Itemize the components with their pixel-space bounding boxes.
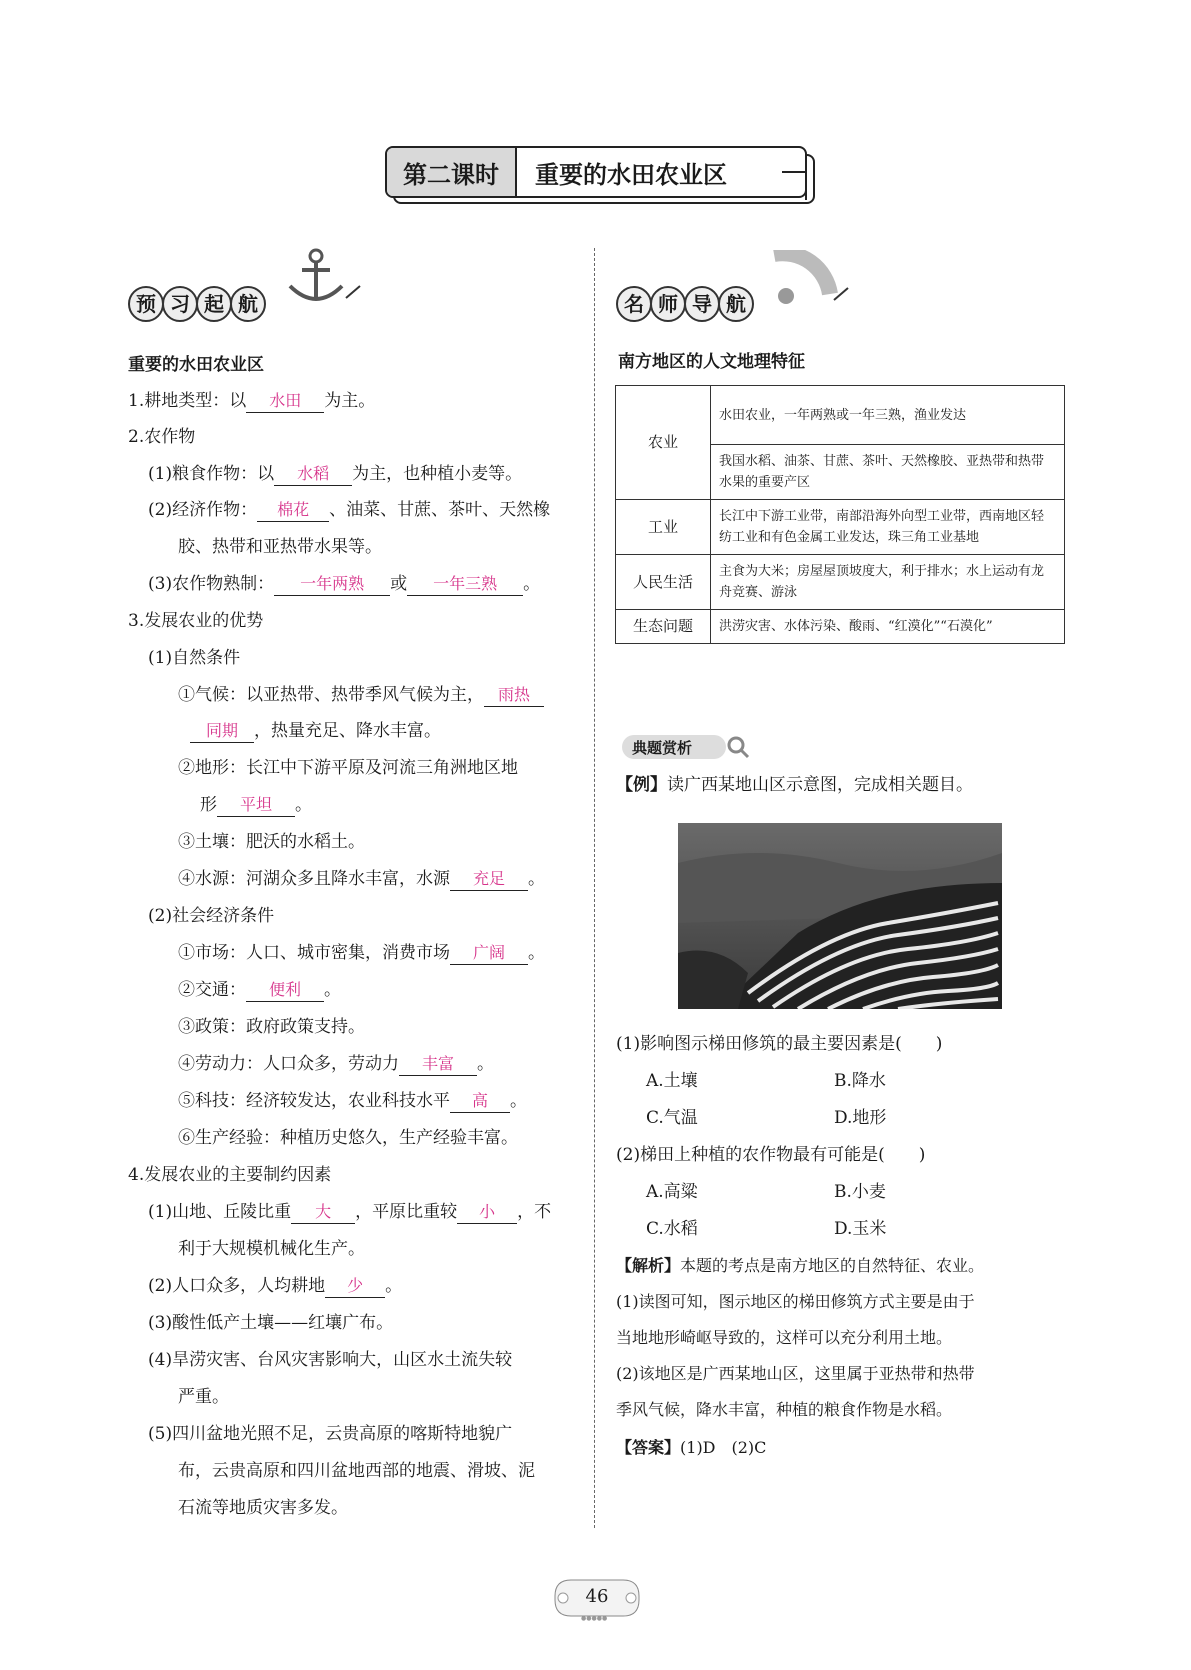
question-1: (1)影响图示梯田修筑的最主要因素是( ) (616, 1034, 943, 1054)
text-line: 2.农作物 (128, 427, 196, 447)
text-line: 利于大规模机械化生产。 (178, 1239, 365, 1259)
answer-blank: 高 (450, 1090, 510, 1113)
right-heading: 南方地区的人文地理特征 (618, 352, 805, 372)
option-2d: D.玉米 (834, 1219, 887, 1239)
answer-blank: 小 (457, 1201, 517, 1224)
preview-badge (128, 286, 264, 322)
analysis-line: 【解析】本题的考点是南方地区的自然特征、农业。 (616, 1256, 985, 1275)
text-line: ④水源：河湖众多且降水丰富，水源 充足 。 (178, 869, 545, 889)
analysis-line: 当地地形崎岖导致的，这样可以充分利用土地。 (616, 1328, 953, 1347)
option-1a: A.土壤 (646, 1071, 698, 1091)
option-2c: C.水稻 (646, 1219, 698, 1239)
guide-badge (616, 286, 752, 322)
terrace-photo (678, 823, 1002, 1009)
lesson-title: 重要的水田农业区 (535, 160, 727, 189)
option-1b: B.降水 (834, 1071, 886, 1091)
example-section-badge (622, 733, 750, 761)
answer-blank: 一年三熟 (407, 573, 523, 596)
text-line: (3)酸性低产土壤——红壤广布。 (148, 1313, 394, 1333)
badge-char: 航 (718, 286, 754, 322)
badge-char: 习 (162, 286, 198, 322)
analysis-line: (1)读图可知，图示地区的梯田修筑方式主要是由于 (616, 1292, 975, 1311)
answer-blank: 少 (325, 1275, 385, 1298)
cell-agri-2: 我国水稻、油茶、甘蔗、茶叶、天然橡胶、亚热带和热带水果的重要产区 (711, 445, 1065, 500)
question-2: (2)梯田上种植的农作物最有可能是( ) (616, 1145, 926, 1165)
cell-agri-1: 水田农业，一年两熟或一年三熟，渔业发达 (711, 386, 1065, 445)
lesson-title-banner (385, 146, 807, 198)
text-line: 石流等地质灾害多发。 (178, 1498, 348, 1518)
text-line: ⑤科技：经济较发达，农业科技水平 高 。 (178, 1091, 527, 1111)
text-line: (5)四川盆地光照不足，云贵高原的喀斯特地貌广 (148, 1424, 513, 1444)
answer-blank: 便利 (246, 979, 324, 1002)
cell-industry: 长江中下游工业带，南部沿海外向型工业带，西南地区轻纺工业和有色金属工业发达，珠三角工业基地 (711, 500, 1065, 555)
badge-char: 师 (650, 286, 686, 322)
text-line: ①市场：人口、城市密集，消费市场 广阔 。 (178, 943, 545, 963)
text-line: 3.发展农业的优势 (128, 611, 264, 631)
text-line: ③土壤：肥沃的水稻土。 (178, 832, 365, 852)
anchor-icon (276, 248, 362, 310)
text-line: ⑥生产经验：种植历史悠久，生产经验丰富。 (178, 1128, 518, 1148)
text-line: 胶、热带和亚热带水果等。 (178, 537, 382, 557)
option-2b: B.小麦 (834, 1182, 886, 1202)
answer-blank: 广阔 (450, 942, 528, 965)
row-key-ecology: 生态问题 (616, 610, 711, 644)
left-heading: 重要的水田农业区 (128, 355, 264, 375)
text-line: 严重。 (178, 1387, 229, 1407)
banner-hook-decoration (780, 160, 812, 210)
text-line: ②地形：长江中下游平原及河流三角洲地区地 (178, 758, 518, 778)
text-line: ④劳动力：人口众多，劳动力 丰富 。 (178, 1054, 494, 1074)
text-line: 同期 ，热量充足、降水丰富。 (190, 720, 441, 743)
text-line: (3)农作物熟制： 一年两熟 或 一年三熟 。 (148, 574, 541, 594)
example-section-label: 典题赏析 (632, 739, 693, 757)
answer-blank: 平坦 (217, 794, 295, 817)
text-line: (4)旱涝灾害、台风灾害影响大，山区水土流失较 (148, 1350, 513, 1370)
analysis-line: 季风气候，降水丰富，种植的粮食作物是水稻。 (616, 1400, 953, 1419)
answer-blank: 充足 (450, 868, 528, 891)
badge-char: 起 (196, 286, 232, 322)
analysis-line: (2)该地区是广西某地山区，这里属于亚热带和热带 (616, 1364, 975, 1383)
text-line: ②交通： 便利 。 (178, 980, 341, 1000)
badge-char: 航 (230, 286, 266, 322)
page-number: 46 (585, 1586, 609, 1607)
answer-blank: 一年两熟 (274, 573, 390, 596)
human-geography-table (615, 385, 1065, 644)
cell-life: 主食为大米；房屋屋顶坡度大，利于排水；水上运动有龙舟竞赛、游泳 (711, 555, 1065, 610)
answer-line: 【答案】(1)D (2)C (616, 1438, 767, 1457)
answer-blank: 棉花 (257, 499, 329, 522)
gauge-icon (764, 250, 850, 312)
text-line: 形 平坦 。 (200, 795, 312, 815)
text-line: (1)粮食作物：以 水稻 为主，也种植小麦等。 (148, 464, 523, 484)
answer-blank: 水稻 (274, 463, 352, 486)
text-line: ①气候：以亚热带、热带季风气候为主， 雨热 (178, 684, 544, 707)
row-key-agriculture: 农业 (616, 386, 711, 500)
answer-blank: 水田 (246, 390, 324, 413)
text-line: 1.耕地类型：以 水田 为主。 (128, 391, 376, 411)
option-1c: C.气温 (646, 1108, 698, 1128)
text-line: (1)山地、丘陵比重 大 ，平原比重较 小 ，不 (148, 1202, 552, 1222)
text-line: 布，云贵高原和四川盆地西部的地震、滑坡、泥 (178, 1461, 535, 1481)
badge-char: 导 (684, 286, 720, 322)
row-key-life: 人民生活 (616, 555, 711, 610)
answer-blank: 同期 (190, 720, 254, 743)
text-line: (2)社会经济条件 (148, 906, 275, 926)
text-line: 4.发展农业的主要制约因素 (128, 1165, 332, 1185)
magnifier-icon (726, 735, 750, 759)
row-key-industry: 工业 (616, 500, 711, 555)
badge-char: 名 (616, 286, 652, 322)
example-line: 【例】读广西某地山区示意图，完成相关题目。 (616, 775, 973, 795)
svg-text:●●●●●: ●●●●● (581, 1615, 608, 1622)
cell-ecology: 洪涝灾害、水体污染、酸雨、“红漠化”“石漠化” (711, 610, 1065, 644)
page-number-badge (551, 1576, 643, 1622)
column-divider (594, 248, 595, 1528)
text-line: (1)自然条件 (148, 648, 241, 668)
option-2a: A.高粱 (646, 1182, 698, 1202)
text-line: (2)人口众多，人均耕地 少 。 (148, 1276, 403, 1296)
answer-blank: 雨热 (484, 684, 544, 707)
answer-blank: 丰富 (399, 1053, 477, 1076)
badge-char: 预 (128, 286, 164, 322)
answer-blank: 大 (291, 1201, 355, 1224)
text-line: ③政策：政府政策支持。 (178, 1017, 365, 1037)
lesson-tag: 第二课时 (387, 148, 517, 196)
option-1d: D.地形 (834, 1108, 887, 1128)
text-line: (2)经济作物： 棉花 、油菜、甘蔗、茶叶、天然橡 (148, 500, 551, 520)
